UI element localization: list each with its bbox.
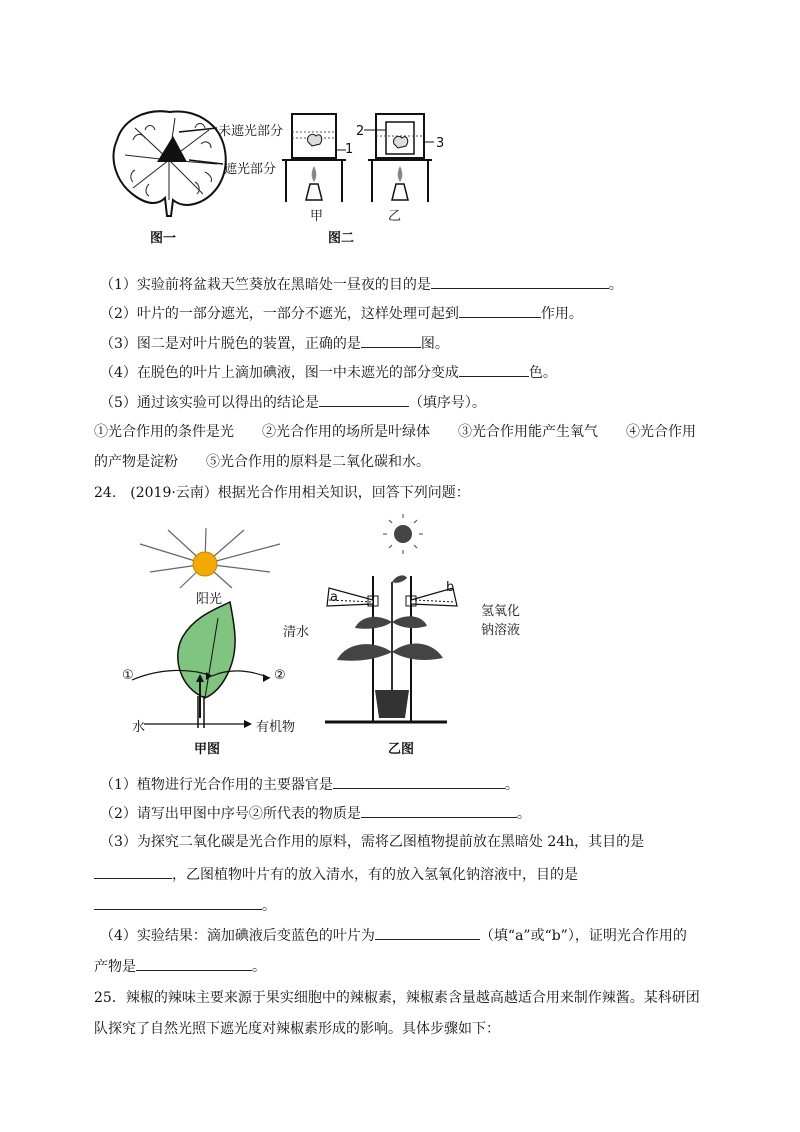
q24-part-2: （2）请写出甲图中序号②所代表的物质是 。 (100, 803, 531, 824)
sun-label: 阳光 (196, 592, 223, 607)
q24-part-1: （1）植物进行光合作用的主要器官是 。 (100, 774, 519, 795)
clear-water-label: 清水 (283, 625, 310, 640)
answer-blank[interactable] (459, 362, 529, 377)
figure-2-apparatus-yi (368, 108, 438, 208)
answer-blank[interactable] (136, 956, 252, 971)
q24-part-4-line-1: （4）实验结果：滴加碘液后变蓝色的叶片为 （填“a”或“b”），证明光合作用的 (100, 925, 687, 946)
shaded-label: 遮光部分 (224, 162, 277, 177)
q25-line-2: 队探究了自然光照下遮光度对辣椒素形成的影响。具体步骤如下： (94, 1021, 500, 1037)
answer-blank[interactable] (361, 803, 517, 818)
organic-label: 有机物 (256, 720, 296, 735)
figure-2-apparatus-jia (282, 108, 352, 208)
q23-options-line-1: ①光合作用的条件是光 ②光合作用的场所是叶绿体 ③光合作用能产生氧气 ④光合作用 (94, 424, 696, 440)
num-label-2: 2 (356, 124, 365, 139)
naoh-label-1: 氢氧化 (481, 604, 521, 619)
q23-part-3: （3）图二是对叶片脱色的装置，正确的是 图。 (100, 333, 449, 354)
answer-blank[interactable] (319, 392, 409, 407)
q23-part-1: （1）实验前将盆栽天竺葵放在黑暗处一昼夜的目的是 。 (100, 274, 623, 295)
q23-options-line-2: 的产物是淀粉 ⑤光合作用的原料是二氧化碳和水。 (94, 454, 430, 470)
q23-part-2: （2）叶片的一部分遮光，一部分不遮光，这样处理可起到 作用。 (100, 303, 583, 324)
circle-2-label: ② (274, 668, 286, 683)
q24-part-3-line-1: （3）为探究二氧化碳是光合作用的原料，需将乙图植物提前放在黑暗处 24h，其目的是 (100, 834, 645, 850)
jia-label: 甲 (310, 209, 324, 224)
answer-blank[interactable] (431, 274, 609, 289)
naoh-label-2: 钠溶液 (481, 623, 521, 638)
figure-yi-caption: 乙图 (388, 742, 415, 757)
answer-blank[interactable] (459, 303, 541, 318)
figure-1-leaf (105, 100, 235, 220)
circle-1-label: ① (122, 668, 134, 683)
figure-1-caption: 图一 (150, 231, 177, 246)
figure-jia-caption: 甲图 (194, 742, 221, 757)
q25-line-1: 25．辣椒的辣味主要来源于果实细胞中的辣椒素，辣椒素含量越高越适合用来制作辣酱。某科研团 (94, 990, 700, 1006)
q23-part-4: （4）在脱色的叶片上滴加碘液，图一中未遮光的部分变成 色。 (100, 362, 557, 383)
answer-blank[interactable] (375, 925, 480, 940)
num-label-1: 1 (345, 142, 354, 157)
q24-part-4-line-2: 产物是 。 (94, 956, 266, 977)
q24-part-3-line-3: 。 (94, 895, 276, 916)
water-label: 水 (132, 720, 146, 735)
leaf-b-label: b (446, 580, 455, 595)
answer-blank[interactable] (361, 333, 421, 348)
unshaded-label: 未遮光部分 (218, 124, 284, 139)
q24-title: 24. (2019·云南）根据光合作用相关知识，回答下列问题： (94, 485, 470, 501)
yi-label: 乙 (388, 209, 402, 224)
answer-blank[interactable] (94, 895, 262, 910)
q23-part-5: （5）通过该实验可以得出的结论是 （填序号）。 (100, 392, 486, 413)
q24-part-3-line-2: ，乙图植物叶片有的放入清水，有的放入氢氧化钠溶液中，目的是 (94, 864, 578, 885)
leaf-a-label: a (330, 590, 338, 605)
figure-yi-plant (315, 512, 475, 727)
answer-blank[interactable] (333, 774, 505, 789)
answer-blank[interactable] (94, 864, 172, 879)
num-label-3: 3 (436, 136, 445, 151)
figure-2-caption: 图二 (328, 231, 355, 246)
